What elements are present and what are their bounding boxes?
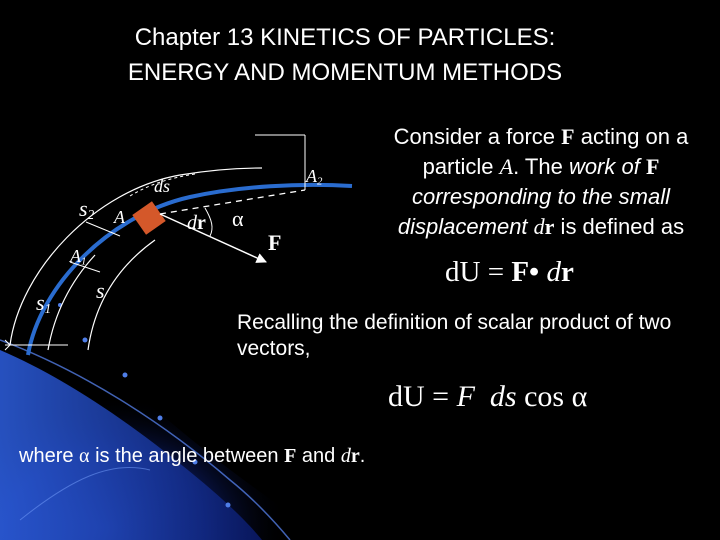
eq1-dr-r: r [560, 256, 574, 288]
intro-text-1: Consider a force [393, 124, 562, 149]
intro-text-6: is defined as [554, 214, 685, 239]
eq1-dr-d: d [546, 256, 561, 288]
equation-work-scalar [388, 380, 587, 414]
where-dr-d: d [340, 445, 351, 467]
outer-arc-s2 [10, 168, 262, 345]
intro-A: A [499, 154, 514, 179]
label-s: s [96, 278, 105, 303]
intro-dr-r: r [544, 214, 555, 239]
label-s2: s2 [79, 196, 95, 223]
where-F: F [284, 445, 297, 467]
label-A2: A2 [306, 166, 323, 188]
slide-title [0, 20, 690, 90]
label-A: A [114, 207, 125, 227]
eq1-d: d [445, 256, 460, 288]
intro-paragraph [376, 122, 706, 242]
eq2-U: U = [403, 380, 457, 413]
title-line-1: Chapter 13 KINETICS OF PARTICLES: [134, 24, 556, 51]
label-s1: s1 [36, 290, 52, 317]
alpha-angle-arc [205, 208, 212, 236]
eq2-d: d [388, 380, 403, 413]
label-ds: ds [154, 176, 171, 196]
where-text-4: . [359, 445, 366, 467]
intro-text-2: acting on a particle [422, 124, 689, 179]
where-text-1: where [19, 445, 80, 467]
equation-work-vector [445, 256, 574, 289]
where-dr-r: r [350, 445, 360, 467]
title-line-2: ENERGY AND MOMENTUM METHODS [127, 59, 563, 86]
eq2-ds: ds [489, 380, 517, 413]
where-alpha: α [79, 445, 90, 467]
intro-F-2: F [645, 154, 660, 179]
eq2-alpha: α [571, 380, 588, 413]
where-text-2: is the angle between [89, 445, 285, 467]
label-dr: dr [187, 212, 206, 234]
eq1-F: F [511, 256, 530, 288]
intro-text-3: . The [513, 154, 569, 179]
label-A1: A1 [70, 246, 87, 268]
intro-text-5: corresponding to the small displacement [397, 184, 671, 239]
eq1-dot: • [529, 256, 547, 288]
where-text-3: and [296, 445, 341, 467]
label-F: F [268, 230, 282, 255]
intro-F-1: F [561, 124, 575, 149]
eq2-cos: cos [524, 380, 565, 413]
recall-paragraph: Recalling the definition of scalar product of two vectors, [237, 311, 672, 360]
label-alpha: α [232, 206, 244, 231]
force-vector-arrow [160, 214, 266, 262]
eq1-U: U = [459, 256, 512, 288]
eq2-F: F [456, 380, 475, 413]
intro-dr-d: d [533, 214, 545, 239]
intro-text-4: work of [568, 154, 646, 179]
where-sentence [19, 445, 365, 468]
